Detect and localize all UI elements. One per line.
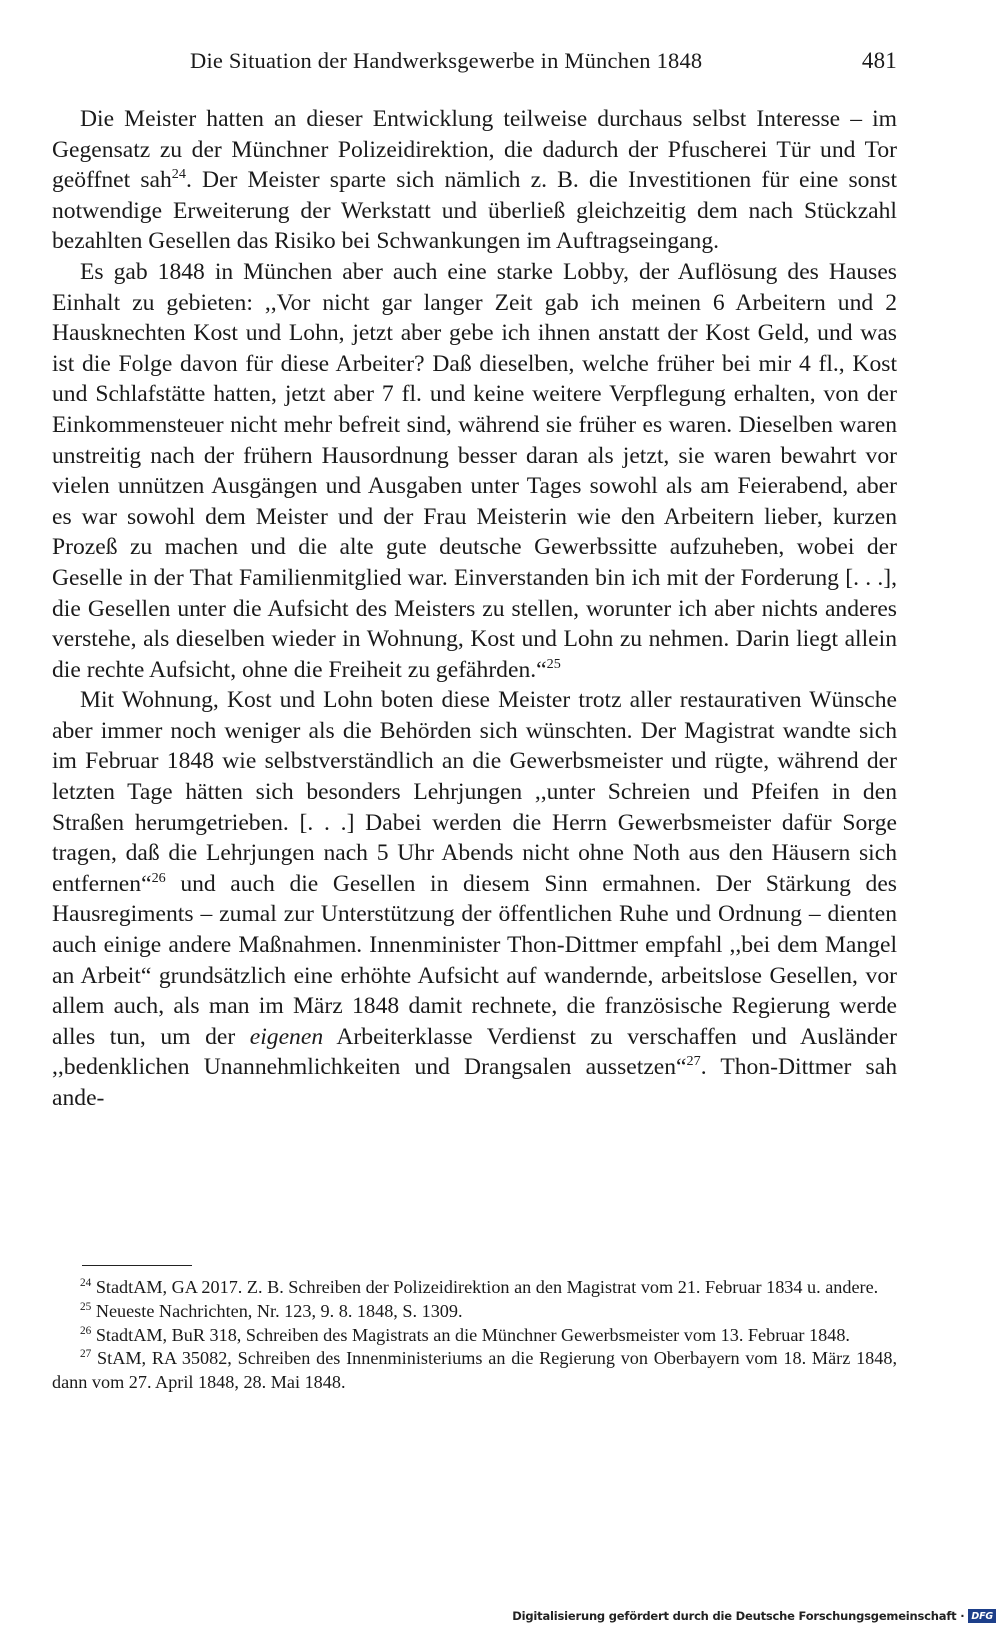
page-number: 481 [861,48,897,73]
footnote-25: $^{25}$ Neueste Nachrichten, Nr. 123, 9. 8. 1848, S. 1309. [80,1300,463,1321]
footnote-divider [82,1265,192,1266]
footnote-marker: 27 [80,1348,92,1361]
footnote-marker: 26 [80,1324,92,1337]
body-text [52,104,897,1114]
emphasis-eigenen: eigenen [249,1023,324,1050]
footnote-ref-26[interactable]: 26 [151,869,166,886]
footnote-26: $^{26}$ StadtAM, BuR 318, Schreiben des Magistrats an die Münchner Gewerbsmeister vom 13. Februar 1848. [80,1324,850,1345]
paragraph-1: Die Meister hatten an dieser Entwicklung teilweise durchaus selbst Interesse – im Gegensatz zu der Münchner Polizeidirektion, die dadurch der Pfuscherei Tür und Tor geöffnet sah$^{24}$. Der Meister sparte sich nämlich z. B. die Investitionen für eine sonst notwendige Erweiterung der Werkstatt und überließ gleichzeitig dem nach Stückzahl bezahlten Gesellen das Risiko bei Schwankungen im Auftragseingang. [52,106,897,255]
dfg-logo-icon: DFG [968,1609,996,1623]
footnote-24: $^{24}$ StadtAM, GA 2017. Z. B. Schreiben der Polizeidirektion an den Magistrat vom 21. Februar 1834 u. andere. [80,1276,879,1297]
digitization-watermark [512,1606,996,1626]
footnote-ref-25[interactable]: 25 [546,655,561,672]
footnote-marker: 24 [80,1276,92,1289]
footnote-marker: 25 [80,1300,92,1313]
footnote-27: $^{27}$ StAM, RA 35082, Schreiben des Innenministeriums an die Regierung von Oberbayern vom 18. März 1848, dann vom 27. April 1848, 28. Mai 1848. [52,1348,897,1393]
paragraph-3: Mit Wohnung, Kost und Lohn boten diese Meister trotz aller restaurativen Wünsche aber immer noch weniger als die Behörden sich wünschten. Der Magistrat wandte sich im Februar 1848 wie selbstverständlich an die Gewerbsmeister und rügte, während der letzten Tage hätten sich besonders Lehrjungen ,,unter Schreien und Pfeifen in den Straßen herumgetrieben. [. . .] Dabei werden die Herrn Gewerbsmeister dafür Sorge tragen, daß die Lehrjungen nach 5 Uhr Abends nicht ohne Noth aus den Häusern sich entfernen“$^{26}$ und auch die Gesellen in diesem Sinn ermahnen. Der Stärkung des Hausregiments – zumal zur Unterstützung der öffentlichen Ruhe und Ordnung – dienten auch einige andere Maßnahmen. Innenminister Thon-Dittmer empfahl ,,bei dem Mangel an Arbeit“ grundsätzlich eine erhöhte Aufsicht auf wandernde, arbeitslose Gesellen, vor allem auch, als man im März 1848 damit rechnete, die französische Regierung werde alles tun, um der eigenen Arbeiterklasse Verdienst zu verschaffen und Ausländer ,,bedenklichen Unannehmlichkeiten und Drangsalen aussetzen“$^{27}$. Thon-Dittmer sah ande- [52,687,898,1111]
page-header [52,48,897,82]
footnote-ref-24[interactable]: 24 [171,166,186,183]
paragraph-2: Es gab 1848 in München aber auch eine starke Lobby, der Auflösung des Hauses Einhalt zu gebieten: ,,Vor nicht gar langer Zeit gab ich meinen 6 Arbeitern und 2 Hausknechten Kost und Lohn, jetzt aber gebe ich ihnen anstatt der Kost Geld, und was ist die Folge davon für diese Arbeiter? Daß dieselben, welche früher bei mir 4 fl., Kost und Schlafstätte hatten, jetzt aber 7 fl. und keine weitere Verpflegung erhalten, von der Einkommensteuer nicht mehr befreit sind, während sie früher es waren. Dieselben waren unstreitig nach der frühern Hausordnung besser daran als jetzt, sie waren bewahrt vor vielen unnützen Ausgängen und Ausgaben unter Tages sowohl als am Feierabend, aber es war sowohl dem Meister und der Frau Meisterin wie den Arbeitern lieber, kurzen Prozeß zu machen und die alte gute deutsche Gewerbssitte aufzuheben, wobei der Geselle in der That Familienmitglied war. Einverstanden bin ich mit der Forderung [. . .], die Gesellen unter die Aufsicht des Meisters zu stellen, worunter ich aber nichts anderes verstehe, als dieselben wieder in Wohnung, Kost und Lohn zu nehmen. Darin liegt allein die rechte Aufsicht, ohne die Freiheit zu gefährden.“$^{25}$ [52,258,897,683]
footnote-ref-27[interactable]: 27 [686,1053,701,1070]
running-title: Die Situation der Handwerksgewerbe in München 1848 [190,48,703,73]
watermark-text: Digitalisierung gefördert durch die Deutsche Forschungsgemeinschaft · [512,1609,965,1623]
footnotes [52,1276,897,1395]
